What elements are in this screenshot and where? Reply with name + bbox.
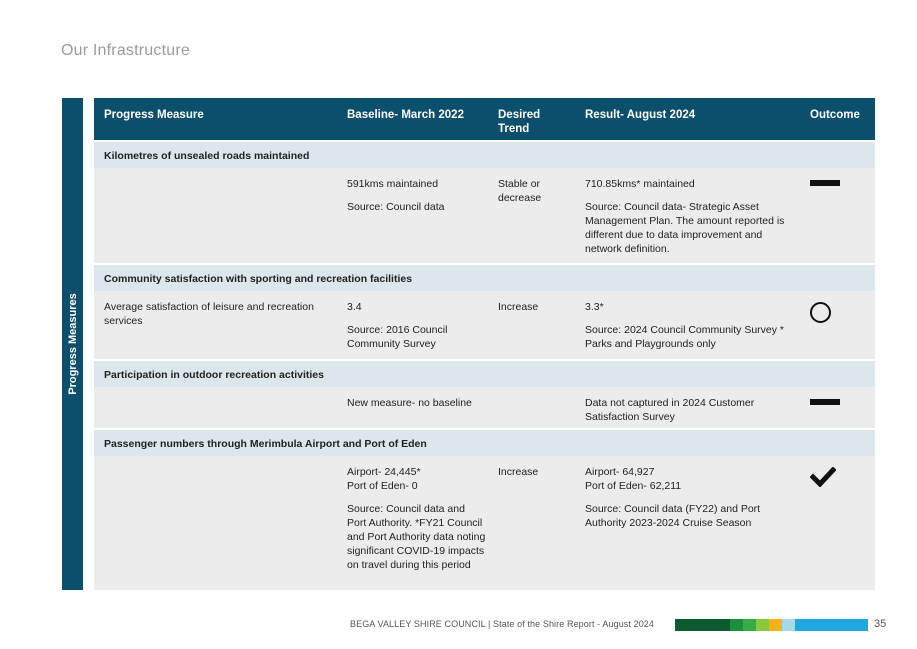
header-outcome: Outcome bbox=[810, 109, 860, 121]
result-cell: 710.85kms* maintained Source: Council data- Strategic Asset Management Plan. The amount reported is different due to data improvement and network definition. bbox=[585, 178, 785, 255]
measure-cell: Average satisfaction of leisure and recreation services bbox=[104, 301, 314, 327]
section-row bbox=[94, 428, 875, 456]
baseline-cell: 3.4 Source: 2016 Council Community Survey bbox=[347, 301, 448, 350]
section-title: Participation in outdoor recreation activities bbox=[104, 369, 324, 381]
page-title: Our Infrastructure bbox=[61, 42, 190, 59]
header-baseline: Baseline- March 2022 bbox=[347, 109, 464, 121]
stripe-segment bbox=[795, 619, 868, 631]
baseline-cell: New measure- no baseline bbox=[347, 397, 472, 409]
section-row bbox=[94, 359, 875, 387]
circle-icon bbox=[810, 302, 831, 323]
table-row bbox=[94, 168, 875, 263]
stripe-segment bbox=[730, 619, 743, 631]
stripe-segment bbox=[756, 619, 769, 631]
table-header-row bbox=[94, 98, 875, 140]
side-label-bar bbox=[62, 98, 83, 590]
trend-cell: Increase bbox=[498, 301, 539, 313]
baseline-cell: 591kms maintained Source: Council data bbox=[347, 178, 445, 213]
trend-cell: Increase bbox=[498, 466, 539, 478]
table-row bbox=[94, 456, 875, 590]
section-row bbox=[94, 263, 875, 291]
outcome-cell bbox=[810, 300, 870, 323]
result-cell: Airport- 64,927 Port of Eden- 62,211 Source: Council data (FY22) and Port Authority 2023-2024 Cruise Season bbox=[585, 466, 761, 529]
header-progress-measure: Progress Measure bbox=[104, 109, 204, 121]
stripe-segment bbox=[782, 619, 795, 631]
section-row bbox=[94, 140, 875, 168]
header-result: Result- August 2024 bbox=[585, 109, 696, 121]
footer-text: BEGA VALLEY SHIRE COUNCIL | State of the Shire Report - August 2024 bbox=[350, 619, 655, 629]
stripe-segment bbox=[743, 619, 756, 631]
trend-cell: Stable or decrease bbox=[498, 178, 542, 204]
check-icon bbox=[810, 467, 836, 487]
dash-icon bbox=[810, 180, 840, 186]
page-number: 35 bbox=[874, 618, 887, 630]
result-cell: Data not captured in 2024 Customer Satisfaction Survey bbox=[585, 397, 755, 423]
outcome-cell bbox=[810, 465, 870, 487]
side-label: Progress Measures bbox=[66, 293, 79, 395]
header-desired-trend: Desired Trend bbox=[498, 109, 541, 135]
section-title: Community satisfaction with sporting and recreation facilities bbox=[104, 273, 413, 285]
outcome-cell bbox=[810, 177, 870, 186]
table-row bbox=[94, 291, 875, 359]
stripe-segment bbox=[675, 619, 730, 631]
baseline-cell: Airport- 24,445* Port of Eden- 0 Source: Council data and Port Authority. *FY21 Council and Port Authority data noting significant COVID-19 impacts on travel during this period bbox=[347, 466, 486, 571]
stripe-segment bbox=[769, 619, 782, 631]
section-title: Passenger numbers through Merimbula Airport and Port of Eden bbox=[104, 438, 427, 450]
progress-measures-table bbox=[94, 98, 875, 590]
outcome-cell bbox=[810, 396, 870, 405]
section-title: Kilometres of unsealed roads maintained bbox=[104, 150, 310, 162]
table-row bbox=[94, 387, 875, 428]
result-cell: 3.3* Source: 2024 Council Community Survey * Parks and Playgrounds only bbox=[585, 301, 785, 350]
footer-color-stripe bbox=[675, 619, 868, 631]
dash-icon bbox=[810, 399, 840, 405]
